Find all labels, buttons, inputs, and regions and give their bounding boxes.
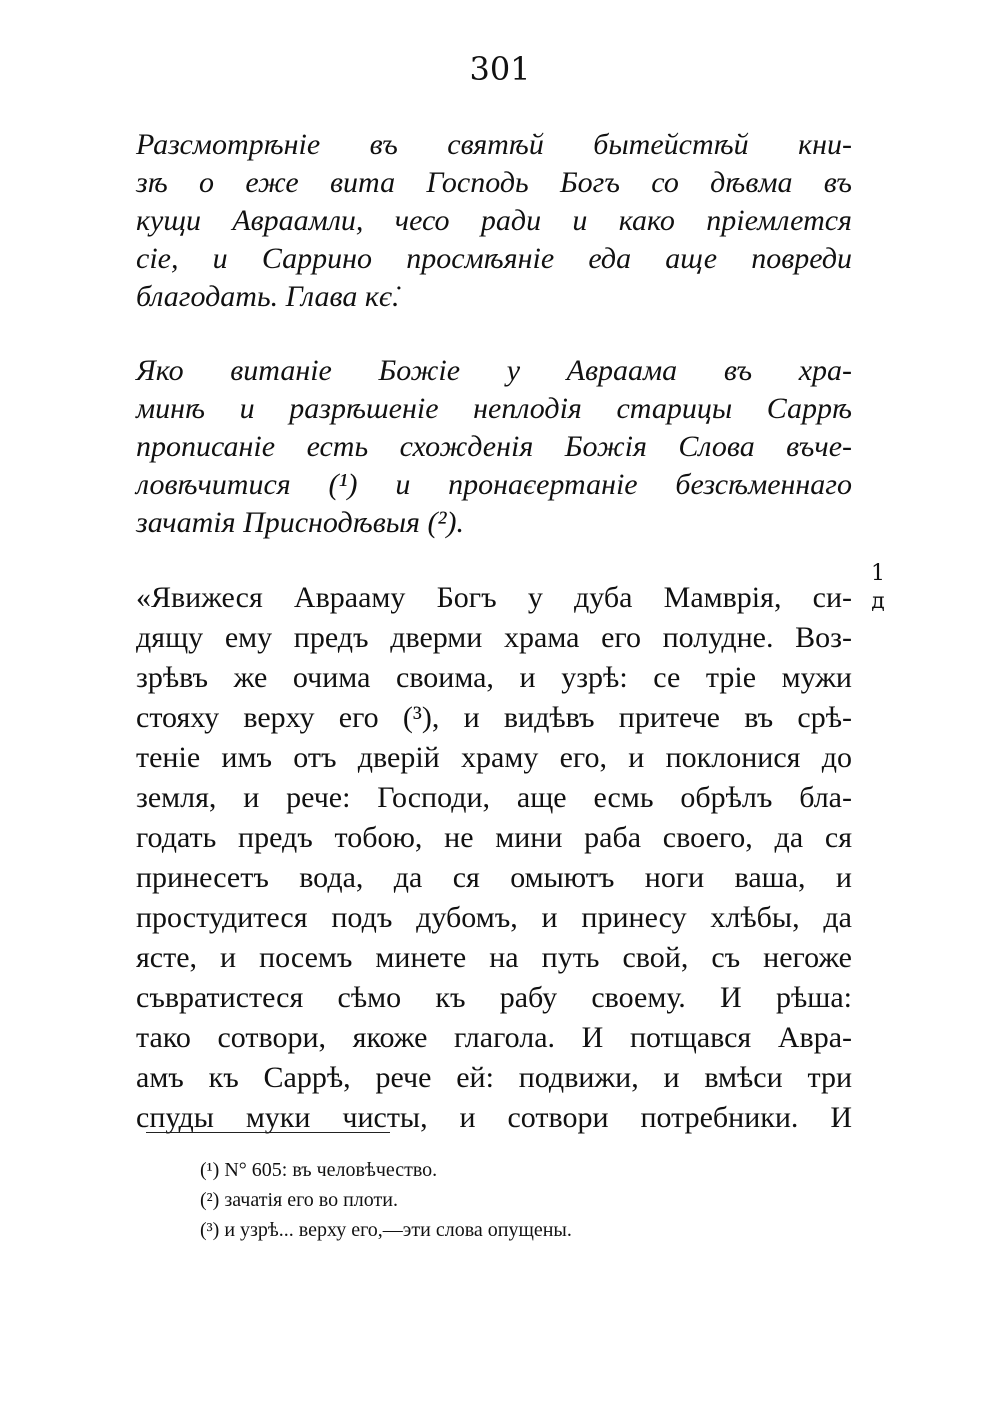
page-number: 301 (469, 50, 531, 88)
summary-line: зачатія Приснодѣвыя (²). (136, 506, 464, 539)
body-line: спуды муки чисты, и сотвори потребники. И (136, 1101, 852, 1134)
summary-line: минѣ и разрѣшеніе неплодія старицы Саррѣ (136, 392, 852, 425)
footnote-2: (²) зачатія его во плоти. (200, 1189, 398, 1211)
body-text (136, 578, 852, 1138)
heading-line: кущи Авраамли, чесо ради и како пріемлется (136, 204, 852, 237)
body-line: теніе имъ отъ дверій храму его, и поклонися до (136, 741, 852, 774)
summary-line: прописаніе есть схожденія Божія Слова въче- (136, 430, 852, 463)
body-line: стояху верху его (³), и видѣвъ притече въ срѣ- (136, 701, 852, 734)
body-line: дящу ему предъ дверми храма его полудне. Воз- (136, 621, 852, 654)
heading-line: сіе, и Саррино просмѣяніе еда аще повреди (136, 242, 852, 275)
body-line: зрѣвъ же очима своима, и узрѣ: се тріе мужи (136, 661, 852, 694)
summary-line: ловѣчитися (¹) и пронаєертаніе безсѣменнаго (136, 468, 852, 501)
footnote-3: (³) и узрѣ... верху его,—эти слова опущены. (200, 1219, 572, 1241)
heading-line: зѣ о еже вита Господь Богъ со дѣвма въ (136, 166, 852, 199)
footnotes (200, 1155, 820, 1245)
body-line: тако сотвори, якоже глагола. И потщався Авра- (136, 1021, 852, 1054)
margin-folio-mark: 1 д (871, 561, 885, 614)
body-line: амъ къ Саррѣ, рече ей: подвижи, и вмѣси три (136, 1061, 852, 1094)
body-line: годать предъ тобою, не мини раба своего, да ся (136, 821, 852, 854)
body-line: «Явижеся Аврааму Богъ у дуба Мамврія, си- (136, 581, 852, 614)
footnote-divider (146, 1132, 390, 1133)
body-line: съвратистеся сѣмо къ рабу своему. И рѣша: (136, 981, 852, 1014)
chapter-heading (136, 126, 852, 316)
body-line: земля, и рече: Господи, аще есмь обрѣлъ бла- (136, 781, 852, 814)
body-line: ясте, и посемъ минете на путь свой, съ негоже (136, 941, 852, 974)
heading-line: Разсмотрѣніе въ святѣй бытейстѣй кни- (136, 128, 852, 161)
summary-line: Яко витаніе Божіе у Авраама въ хра- (136, 354, 852, 387)
body-line: простудитеся подъ дубомъ, и принесу хлѣбы, да (136, 901, 852, 934)
chapter-summary (136, 352, 852, 542)
footnote-1: (¹) N° 605: въ человѣчество. (200, 1159, 438, 1181)
heading-line: благодать. Глава кє̇. (136, 280, 400, 313)
body-line: принесетъ вода, да ся омыютъ ноги ваша, и (136, 861, 852, 894)
